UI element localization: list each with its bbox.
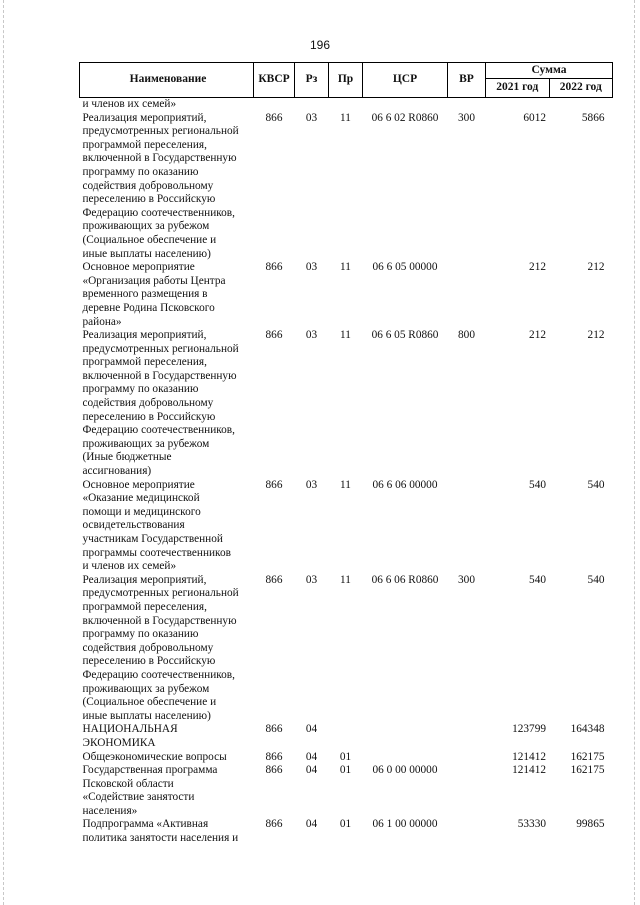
cell-name: и членов их семей» [82,98,177,110]
cell-rz: 03 [305,573,318,586]
table-row [80,112,613,262]
cell-kvsr: 866 [265,573,283,586]
cell-2021: 123799 [512,723,546,736]
table-row [80,329,613,479]
cell-2022: 162175 [570,764,605,777]
cell-kvsr: 866 [265,750,283,763]
cell-rz: 03 [305,478,318,491]
cell-csr: 06 6 05 R0860 [371,329,439,342]
cell-vr: 300 [458,573,475,586]
cell-csr [363,723,448,750]
table-row [80,574,613,724]
cell-kvsr: 866 [265,723,283,736]
header-name: Наименование [80,63,254,98]
cell-2021: 212 [529,261,546,274]
cell-pr: 01 [339,750,352,763]
cell-csr [363,751,448,765]
table-row [80,818,613,845]
header-vr: ВР [448,63,486,98]
cell-pr: 11 [340,329,351,342]
cell-pr: 01 [339,818,352,831]
cell-rz: 04 [305,818,318,831]
cell-kvsr: 866 [265,818,283,831]
cell-name: Подпрограмма «Активная политика занятости населения и [82,818,239,845]
cell-kvsr: 866 [265,111,283,124]
cell-2022 [549,98,613,112]
cell-csr: 06 0 00 00000 [372,764,438,777]
cell-csr: 06 6 06 R0860 [371,573,439,586]
cell-vr [448,764,486,818]
cell-csr [363,98,448,112]
cell-2021: 121412 [512,764,546,777]
cell-vr [448,261,486,329]
header-2022: 2022 год [549,79,613,98]
cell-kvsr: 866 [265,764,283,777]
header-2021: 2021 год [486,79,550,98]
cell-vr [448,98,486,112]
cell-2022: 212 [587,329,605,342]
page-number: 196 [309,38,331,52]
scan-edge-right [634,0,636,905]
cell-name: Основное мероприятие «Оказание медицинской помощи и медицинского освидетельствования участникам Государственной программы соотечественников и членов их семей» [82,478,231,573]
cell-rz: 03 [305,111,318,124]
cell-vr [448,751,486,765]
cell-kvsr: 866 [265,478,283,491]
cell-csr: 06 6 02 R0860 [371,111,439,124]
cell-rz [295,98,329,112]
table-header [80,63,613,98]
cell-pr: 11 [340,111,351,124]
table-row [80,479,613,574]
cell-vr [448,479,486,574]
cell-pr [329,98,363,112]
table-row [80,261,613,329]
table-row [80,723,613,750]
header-csr: ЦСР [363,63,448,98]
cell-vr: 800 [458,329,475,342]
table-body [80,98,613,846]
cell-2022: 212 [587,261,605,274]
header-rz: Рз [295,63,329,98]
cell-pr [329,723,363,750]
table-row [80,751,613,765]
cell-kvsr [254,98,295,112]
cell-2021: 540 [529,478,546,491]
cell-kvsr: 866 [265,261,283,274]
header-sum: Сумма [486,63,613,79]
cell-2022: 5866 [581,111,605,124]
cell-2021: 121412 [512,750,546,763]
cell-vr: 300 [458,111,475,124]
cell-rz: 04 [305,764,318,777]
table-row [80,764,613,818]
cell-2022: 162175 [570,750,605,763]
cell-rz: 03 [305,329,318,342]
cell-name: Реализация мероприятий, предусмотренных региональной программой переселения, включенной в Государственную программу по оказанию содействия добровольному переселению в Российскую Федерацию соотечественников, проживающих за рубежом (Социальное обеспечение и иные выплаты населению) [82,111,239,260]
cell-pr: 11 [340,261,351,274]
cell-vr [448,723,486,750]
cell-name: Реализация мероприятий, предусмотренных региональной программой переселения, включенной в Государственную программу по оказанию содействия добровольному переселению в Российскую Федерацию соотечественников, проживающих за рубежом (Иные бюджетные ассигнования) [82,329,239,478]
cell-2021: 212 [529,329,546,342]
cell-csr: 06 6 05 00000 [372,261,438,274]
cell-2021 [486,98,550,112]
cell-2022: 99865 [576,818,605,831]
scan-edge-left [3,0,5,905]
cell-2021: 6012 [523,111,546,124]
cell-kvsr: 866 [265,329,283,342]
cell-pr: 11 [340,478,351,491]
cell-name: Государственная программа Псковской области «Содействие занятости населения» [82,764,218,817]
cell-csr: 06 6 06 00000 [372,478,438,491]
cell-2022: 164348 [570,723,605,736]
budget-table [79,62,613,846]
cell-name: Общеэкономические вопросы [82,750,227,763]
header-kvsr: КВСР [254,63,295,98]
cell-2022: 540 [587,573,605,586]
cell-rz: 04 [305,723,318,736]
cell-2021: 53330 [517,818,546,831]
cell-pr: 11 [340,573,351,586]
cell-rz: 03 [305,261,318,274]
cell-vr [448,818,486,845]
cell-2022: 540 [587,478,605,491]
cell-name: НАЦИОНАЛЬНАЯ ЭКОНОМИКА [82,723,178,749]
cell-csr: 06 1 00 00000 [372,818,438,831]
header-pr: Пр [329,63,363,98]
cell-name: Реализация мероприятий, предусмотренных региональной программой переселения, включенной в Государственную программу по оказанию содействия добровольному переселению в Российскую Федерацию соотечественников, проживающих за рубежом (Социальное обеспечение и иные выплаты населению) [82,573,239,722]
cell-rz: 04 [305,750,318,763]
cell-pr: 01 [339,764,352,777]
cell-name: Основное мероприятие «Организация работы Центра временного размещения в деревне Родина Псковского района» [82,261,226,328]
cell-2021: 540 [529,573,546,586]
table-row [80,98,613,112]
